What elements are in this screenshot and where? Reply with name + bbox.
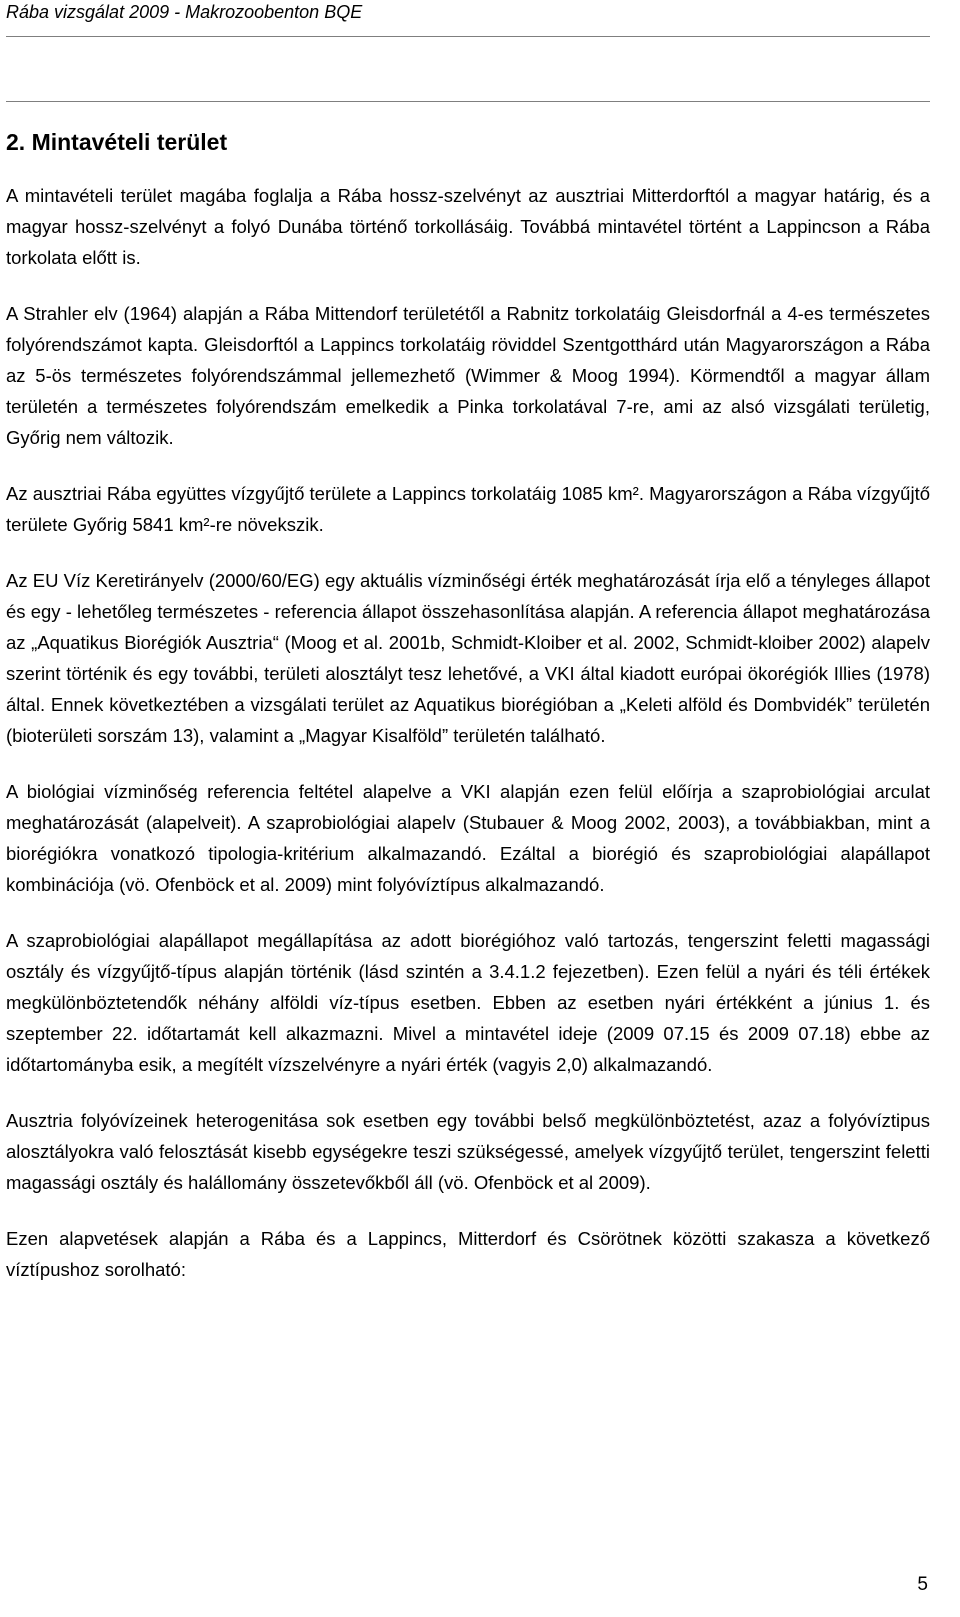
paragraph-sampling-area: A mintavételi terület magába foglalja a Rába hossz-szelvényt az ausztriai Mitterdorftól a magyar határig, és a magyar hossz-szelvényt a folyó Dunába történő torkollásáig. Továbbá mintavétel történt a Lappincson a Rába torkolata előtt is. (6, 185, 930, 268)
paragraph-strahler-order: A Strahler elv (1964) alapján a Rába Mittendorf területétől a Rabnitz torkolatáig Gleisdorfnál a 4-es természetes folyórendszámot kapta. Gleisdorftól a Lappincs torkolatáig röviddel Szentgotthárd után Magyarországon a Rába az 5-ös természetes folyórendszámmal jellemezhető (Wimmer & Moog 1994). Körmendtől a magyar állam területén a természetes folyórendszám emelkedik a Pinka torkolatával 7-re, ami az alsó vizsgálati területig, Győrig nem változik. (6, 303, 930, 448)
section-heading: 2. Mintavételi terület (6, 129, 228, 155)
paragraph-water-framework-directive: Az EU Víz Keretirányelv (2000/60/EG) egy aktuális vízminőségi érték meghatározását írja elő a tényleges állapot és egy - lehetőleg természetes - referencia állapot összehasonlítása alapján. A referencia állapot meghatározása az „Aquatikus Biorégiók Ausztria“ (Moog et al. 2001b, Schmidt-Kloiber et al. 2002, Schmidt-kloiber 2002) alapelv szerint történik és egy további, területi alosztályt tesz lehetővé, a VKI által kiadott európai ökorégiók Illies (1978) által. Ennek következtében a vizsgálati terület az Aquatikus biorégióban a „Keleti alföld és Dombvidék” területén (bioterületi sorszám 13), valamint a „Magyar Kisalföld” területén található. (6, 570, 930, 746)
paragraph-water-type-classification: Ezen alapvetések alapján a Rába és a Lappincs, Mitterdorf és Csörötnek közötti szakasza a következő víztípushoz sorolható: (6, 1228, 930, 1280)
body-text (6, 180, 930, 1310)
paragraph-saprobiological-principle: A biológiai vízminőség referencia feltétel alapelve a VKI alapján ezen felül előírja a szaprobiológiai arculat meghatározását (alapelveit). A szaprobiológiai alapelv (Stubauer & Moog 2002, 2003), a továbbiakban, mint a biorégiókra vonatkozó tipologia-kritérium alkalmazandó. Ezáltal a biorégió és szaprobiológiai alapállapot kombinációja (vö. Ofenböck et al. 2009) mint folyóvíztípus alkalmazandó. (6, 781, 930, 895)
paragraph-saprobiological-baseline: A szaprobiológiai alapállapot megállapítása az adott biorégióhoz való tartozás, tengerszint feletti magassági osztály és vízgyűjtő-típus alapján történik (lásd szintén a 3.4.1.2 fejezetben). Ezen felül a nyári és téli értékek megkülönböztetendők néhány alföldi víz-típus esetben. Ebben az esetben nyári értékként a június 1. és szeptember 22. időtartamát kell alkazmazni. Mivel a mintavétel ideje (2009 07.15 és 2009 07.18) ebbe az időtartományba esik, a megítélt vízszelvényre a nyári érték (vagyis 2,0) alkalmazandó. (6, 930, 930, 1075)
paragraph-catchment-area: Az ausztriai Rába együttes vízgyűjtő területe a Lappincs torkolatáig 1085 km². Magyarországon a Rába vízgyűjtő területe Győrig 5841 km²-re növekszik. (6, 483, 930, 535)
running-header-title: Rába vizsgálat 2009 - Makrozoobenton BQE (6, 2, 363, 22)
running-header (6, 0, 930, 37)
page-number: 5 (917, 1574, 928, 1595)
header-divider (6, 101, 930, 102)
paragraph-river-heterogeneity: Ausztria folyóvízeinek heterogenitása sok esetben egy további belső megkülönböztetést, azaz a folyóvíztipus alosztályokra való felosztását kisebb egységekre teszi szükségessé, amelyek vízgyűjtő terület, tengerszint feletti magassági osztály és halállomány összetevőkből áll (vö. Ofenböck et al 2009). (6, 1110, 930, 1193)
